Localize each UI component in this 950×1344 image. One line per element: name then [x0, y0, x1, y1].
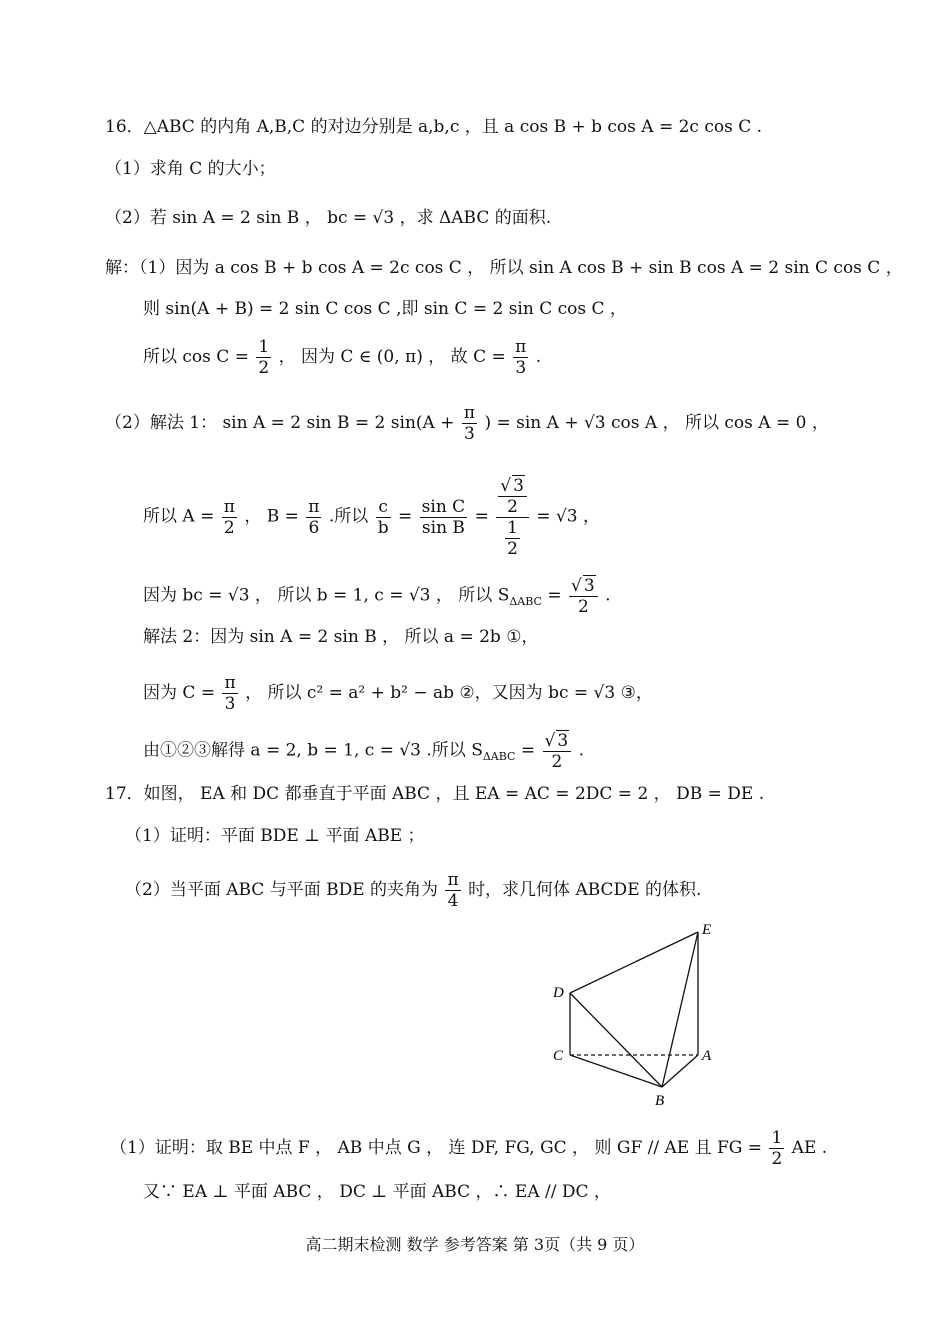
edge-cb [570, 1055, 662, 1087]
fraction: $\frac{1}{2}$ [258, 337, 270, 378]
solution-16-line-9: 由①②③解得 a = 2, b = 1, c = √3 .所以 $S_{\Delta ABC}$ = $\frac{√ 3}{2}$ . [143, 731, 584, 772]
problem-17-statement: 17．如图， EA 和 DC 都垂直于平面 ABC ，且 EA = AC = 2DC = 2 ， DB = DE . [105, 784, 765, 804]
label-b: B [655, 1093, 665, 1109]
fraction: $\frac{√ 3}{2}$ [543, 730, 572, 772]
problem-17-question-2: （2）当平面 ABC 与平面 BDE 的夹角为 $\frac{\pi}{4}$ 时，求几何体 ABCDE 的体积. [125, 870, 702, 911]
fraction: $\frac{\text{sin C}}{\text{sin B}}$ [421, 496, 466, 538]
solution-16-line-5: 所以 A = $\frac{\pi}{2}$ ， B = $\frac{\pi}{6}$ .所以 $\frac{c}{b}$ = $\frac{\text{sin C}}{\text{sin B}}$ = $\frac{\frac{√ 3}{2}}{\frac{1}{2}}$ = √3 ， [143, 476, 601, 559]
solution-17-line-1: （1）证明：取 BE 中点 F ， AB 中点 G ， 连 DF, FG, GC ， 则 GF // AE 且 FG = $\frac{1}{2}$ AE . [110, 1128, 828, 1169]
problem-16-statement: 16．△ABC 的内角 A,B,C 的对边分别是 a,b,c ，且 a cos B + b cos A = 2c cos C . [105, 117, 763, 137]
fraction: $\frac{c}{b}$ [377, 496, 389, 538]
edge-eb [662, 932, 698, 1087]
label-e: E [702, 922, 712, 938]
solution-16-line-6: 因为 bc = √3 ， 所以 b = 1, c = √3 ， 所以 $S_{\Delta ABC}$ = $\frac{√ 3}{2}$ . [143, 576, 611, 617]
fraction: $\frac{\pi}{3}$ [515, 337, 527, 378]
fraction: $\frac{\pi}{3}$ [224, 673, 236, 714]
problem-17-question-1: （1）证明：平面 BDE ⊥ 平面 ABE ； [125, 826, 425, 846]
label-d: D [553, 985, 564, 1001]
problem-16-question-2: （2）若 sin A = 2 sin B ， bc = √3 ，求 ΔABC 的面积. [105, 208, 552, 228]
edge-ab [662, 1055, 698, 1087]
edge-de [570, 932, 698, 993]
solution-17-line-2: 又∵ EA ⊥ 平面 ABC ， DC ⊥ 平面 ABC ，∴ EA // DC ， [143, 1182, 611, 1202]
solution-16-line-4: （2）解法 1： sin A = 2 sin B = 2 sin(A + $\frac{\pi}{3}$ ) = sin A + √3 cos A ， 所以 cos A = 0 ， [105, 403, 829, 444]
fraction: $\frac{\pi}{4}$ [447, 870, 459, 911]
fraction: $\frac{√ 3}{2}$ [569, 575, 598, 617]
page-footer: 高二期末检测 数学 参考答案 第 3页（共 9 页） [305, 1235, 645, 1254]
fraction: $\frac{\pi}{6}$ [308, 496, 320, 538]
solution-16-line-3: 所以 cos C = $\frac{1}{2}$ ， 因为 C ∈ (0, π) ， 故 C = $\frac{\pi}{3}$ . [143, 337, 542, 378]
label-a: A [702, 1048, 712, 1064]
solution-16-line-8: 因为 C = $\frac{\pi}{3}$ ， 所以 c² = a² + b² − ab ②，又因为 bc = √3 ③， [143, 673, 653, 714]
label-c: C [553, 1048, 564, 1064]
fraction: $\frac{1}{2}$ [771, 1128, 783, 1169]
geometry-figure [540, 915, 730, 1115]
solution-16-line-1: 解：（1）因为 a cos B + b cos A = 2c cos C ， 所以 sin A cos B + sin B cos A = 2 sin C cos C ， [105, 258, 903, 278]
solution-16-line-7: 解法 2：因为 sin A = 2 sin B ， 所以 a = 2b ①， [143, 627, 539, 647]
problem-16-question-1: （1）求角 C 的大小； [105, 159, 276, 179]
solution-16-line-2: 则 sin(A + B) = 2 sin C cos C ,即 sin C = 2 sin C cos C ， [143, 299, 627, 319]
edge-db [570, 993, 662, 1087]
fraction: $\frac{\pi}{2}$ [223, 496, 235, 538]
compound-fraction: $\frac{\frac{√ 3}{2}}{\frac{1}{2}}$ [496, 475, 529, 559]
fraction: $\frac{\pi}{3}$ [463, 403, 476, 444]
